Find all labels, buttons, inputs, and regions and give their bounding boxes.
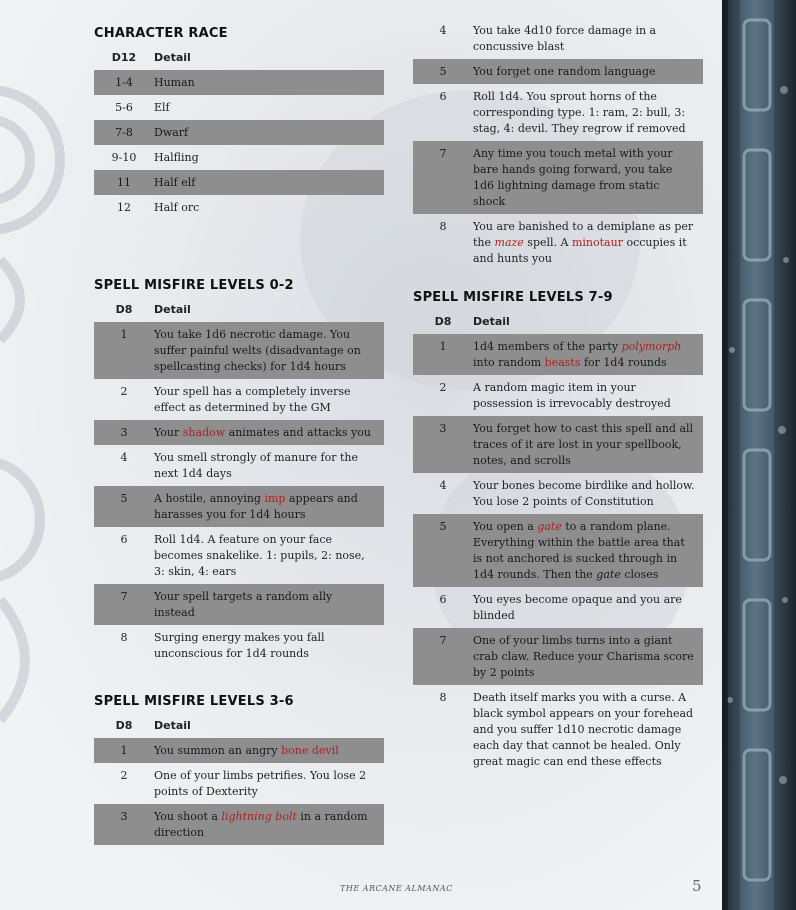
detail-text: 1d4 members of the party [473, 340, 622, 353]
spell-misfire-3-6-table-continued [413, 18, 703, 271]
detail-cell [154, 145, 384, 170]
table-row [413, 587, 703, 628]
spell-misfire-0-2-section [94, 276, 384, 666]
section-title: SPELL MISFIRE LEVELS 0-2 [94, 278, 294, 293]
roll-cell: 7 [94, 584, 154, 625]
detail-cell [154, 120, 384, 145]
table-row [413, 141, 703, 214]
table-row [94, 584, 384, 625]
table-row [413, 628, 703, 685]
detail-cell [473, 514, 703, 587]
detail-text: A random magic item in your possession is irrevocably destroyed [473, 381, 671, 410]
detail-cell [473, 334, 703, 375]
spell-misfire-7-9-section [413, 288, 703, 774]
table-row [94, 420, 384, 445]
detail-cell [154, 322, 384, 379]
detail-cell [154, 170, 384, 195]
table-row [94, 625, 384, 666]
table-row [413, 514, 703, 587]
dice-header: D12 [111, 50, 137, 64]
detail-text: You forget how to cast this spell and all traces of it are lost in your spellbook, notes, and scrolls [473, 422, 694, 467]
detail-cell [473, 84, 703, 141]
detail-text: animates and attacks you [225, 426, 371, 439]
detail-cell [154, 95, 384, 120]
roll-cell: 3 [94, 804, 154, 845]
detail-text: Roll 1d4. A feature on your face becomes snakelike. 1: pupils, 2: nose, 3: skin, 4: ears [154, 533, 365, 578]
table-row [413, 473, 703, 514]
detail-text: Death itself marks you with a curse. A black symbol appears on your forehead and you suffer 1d10 necrotic damage each day that cannot be healed. Only great magic can end these effects [473, 691, 694, 768]
detail-text: Elf [154, 101, 170, 114]
detail-cell [473, 416, 703, 473]
detail-text: Your spell targets a random ally instead [154, 590, 333, 619]
detail-cell [154, 379, 384, 420]
detail-cell [473, 587, 703, 628]
dice-header: D8 [434, 314, 452, 328]
table-row [413, 18, 703, 59]
decorative-stone-border [722, 0, 796, 910]
detail-text: Human [154, 76, 195, 89]
table-row [94, 120, 384, 145]
roll-cell: 12 [117, 201, 131, 214]
roll-cell: 5 [413, 514, 473, 587]
roll-cell: 6 [439, 593, 447, 606]
detail-cell [154, 445, 384, 486]
spell-misfire-0-2-table [94, 296, 384, 666]
section-title: SPELL MISFIRE LEVELS 3-6 [94, 694, 294, 709]
detail-cell [154, 625, 384, 666]
detail-cell [473, 685, 703, 774]
detail-cell [154, 804, 384, 845]
detail-cell [473, 59, 703, 84]
roll-cell: 11 [94, 170, 154, 195]
roll-cell: 8 [439, 220, 447, 233]
detail-text: You take 4d10 force damage in a concussive blast [473, 24, 657, 53]
detail-cell [473, 375, 703, 416]
highlighted-term: imp [264, 492, 286, 505]
highlighted-term: lightning bolt [221, 810, 297, 823]
detail-text: closes [620, 568, 659, 581]
detail-text: You are banished to a demiplane as per the [473, 220, 694, 249]
character-race-table [94, 44, 384, 220]
detail-text: A hostile, annoying [154, 492, 265, 505]
section-title: SPELL MISFIRE LEVELS 7-9 [413, 290, 613, 305]
border-pattern-decoration [722, 0, 796, 910]
detail-text: One of your limbs petrifies. You lose 2 points of Dexterity [154, 769, 367, 798]
roll-cell: 6 [439, 90, 447, 103]
detail-text: You take 1d6 necrotic damage. You suffer painful welts (disadvantage on spellcasting checks) for 1d4 hours [154, 328, 361, 373]
table-row [94, 738, 384, 763]
section-title: CHARACTER RACE [94, 26, 228, 41]
detail-text: Your spell has a completely inverse effect as determined by the GM [154, 385, 351, 414]
table-row [413, 214, 703, 271]
table-row [94, 145, 384, 170]
roll-cell: 4 [120, 451, 128, 464]
roll-cell: 4 [439, 24, 447, 37]
page-number: 5 [692, 877, 702, 895]
table-row [94, 804, 384, 845]
highlighted-term: shadow [182, 426, 226, 439]
detail-cell [473, 473, 703, 514]
detail-cell [154, 70, 384, 95]
detail-header: Detail [473, 314, 510, 328]
detail-text: occupies it and hunts you [473, 236, 687, 265]
roll-cell: 4 [439, 479, 447, 492]
detail-header: Detail [154, 718, 191, 732]
detail-text: Your bones become birdlike and hollow. You lose 2 points of Constitution [473, 479, 695, 508]
detail-cell [154, 584, 384, 625]
roll-cell: 5 [94, 486, 154, 527]
roll-cell: 1 [94, 738, 154, 763]
table-row [413, 84, 703, 141]
detail-header: Detail [154, 50, 191, 64]
table-row [94, 486, 384, 527]
roll-cell: 1-4 [94, 70, 154, 95]
roll-cell: 3 [413, 416, 473, 473]
table-row [413, 59, 703, 84]
roll-cell: 7 [413, 141, 473, 214]
detail-text: spell. A [523, 236, 572, 249]
roll-cell: 6 [120, 533, 128, 546]
roll-cell: 8 [120, 631, 128, 644]
roll-cell: 7-8 [94, 120, 154, 145]
detail-text: Dwarf [154, 126, 189, 139]
spell-misfire-3-6-continued [413, 18, 703, 271]
detail-text: You eyes become opaque and you are blinded [473, 593, 682, 622]
detail-text: Your [154, 426, 183, 439]
table-row [94, 70, 384, 95]
detail-text: Half orc [154, 201, 200, 214]
detail-text: Surging energy makes you fall unconscious for 1d4 rounds [154, 631, 325, 660]
highlighted-term: beasts [544, 356, 581, 369]
table-row [413, 375, 703, 416]
table-row [94, 195, 384, 220]
detail-text: You shoot a [154, 810, 222, 823]
table-row [94, 379, 384, 420]
detail-text: Half elf [154, 176, 196, 189]
roll-cell: 5 [413, 59, 473, 84]
table-row [413, 416, 703, 473]
table-row [94, 445, 384, 486]
detail-text: Halfling [154, 151, 199, 164]
roll-cell: 8 [439, 691, 447, 704]
character-race-section [94, 24, 384, 220]
highlighted-term: gate [537, 520, 562, 533]
spell-misfire-3-6-section [94, 692, 384, 845]
highlighted-term: gate [596, 568, 621, 581]
detail-text: You forget one random language [473, 65, 656, 78]
detail-text: You open a [473, 520, 538, 533]
detail-cell [154, 738, 384, 763]
detail-text: Roll 1d4. You sprout horns of the corresponding type. 1: ram, 2: bull, 3: stag, 4: devil. They regrow if removed [473, 90, 686, 135]
detail-cell [473, 628, 703, 685]
detail-cell [473, 141, 703, 214]
detail-cell [473, 214, 703, 271]
highlighted-term: polymorph [621, 340, 682, 353]
detail-text: appears and harasses you for 1d4 hours [154, 492, 358, 521]
table-row [94, 763, 384, 804]
table-row [94, 170, 384, 195]
detail-cell [154, 420, 384, 445]
roll-cell: 1 [94, 322, 154, 379]
highlighted-term: minotaur [571, 236, 623, 249]
detail-text: to a random plane. Everything within the battle area that is not anchored is sucked through in 1d4 rounds. Then the [473, 520, 685, 581]
detail-text: One of your limbs turns into a giant crab claw. Reduce your Charisma score by 2 points [473, 634, 694, 679]
table-row [413, 685, 703, 774]
roll-cell: 2 [120, 769, 128, 782]
roll-cell: 2 [439, 381, 447, 394]
highlighted-term: maze [494, 236, 524, 249]
table-row [94, 322, 384, 379]
roll-cell: 7 [413, 628, 473, 685]
highlighted-term: bone devil [281, 744, 339, 757]
spell-misfire-7-9-table [413, 308, 703, 774]
dice-header: D8 [115, 302, 133, 316]
roll-cell: 2 [120, 385, 128, 398]
table-row [94, 527, 384, 584]
dice-header: D8 [115, 718, 133, 732]
roll-cell: 3 [94, 420, 154, 445]
detail-header: Detail [154, 302, 191, 316]
footer-book-title: THE ARCANE ALMANAC [340, 884, 453, 893]
detail-cell [154, 763, 384, 804]
detail-cell [473, 18, 703, 59]
detail-cell [154, 527, 384, 584]
detail-text: You summon an angry [154, 744, 282, 757]
detail-text: into random [473, 356, 545, 369]
roll-cell: 9-10 [111, 151, 137, 164]
detail-text: You smell strongly of manure for the next 1d4 days [154, 451, 359, 480]
table-row [94, 95, 384, 120]
detail-text: in a random direction [154, 810, 368, 839]
table-row [413, 334, 703, 375]
spell-misfire-3-6-table [94, 712, 384, 845]
roll-cell: 1 [413, 334, 473, 375]
roll-cell: 5-6 [115, 101, 133, 114]
detail-cell [154, 486, 384, 527]
detail-text: for 1d4 rounds [580, 356, 667, 369]
detail-cell [154, 195, 384, 220]
detail-text: Any time you touch metal with your bare hands going forward, you take 1d6 lightning damage from static shock [473, 147, 673, 208]
